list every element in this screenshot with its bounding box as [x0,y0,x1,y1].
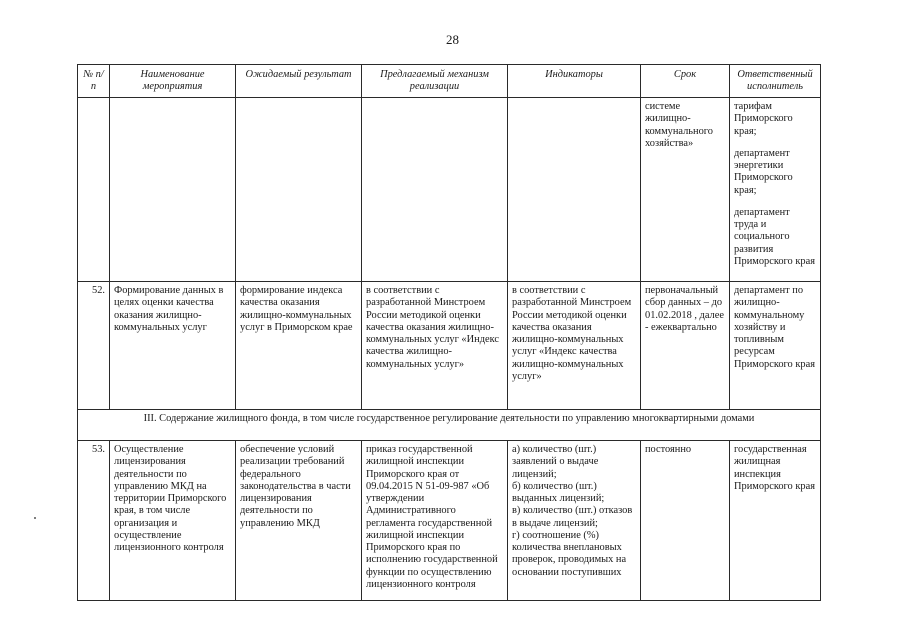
row-53-indicators-text: а) количество (шт.) заявлений о выдаче лицензий; б) количество (шт.) выданных лицензий; в) количество (шт.) отказов в выдаче лицензий; г) соотношение (%) количества внеплановых проверок, проводимых на основании поступивших [512,444,633,578]
row-53-indicators [508,441,641,601]
page-number: 28 [446,32,459,47]
row-53-result: обеспечение условий реализации требований федерального законодательства в части лицензирования деятельности по управлению МКД [236,441,362,601]
table-row-52 [78,282,821,410]
row-52-indicators: в соответствии с разработанной Минстроем России методикой оценки качества оказания жилищно-коммунальных услуг «Индекс качества жилищно-коммунальных услуг» [508,282,641,410]
cont-responsible-1: тарифам Приморского края; [734,101,793,137]
row-53-num: 53. [78,441,110,601]
row-53-mechanism: приказ государственной жилищной инспекции Приморского края от 09.04.2015 N 51-09-987 «Об утверждении Административного регламента государственной жилищной инспекции Приморского края по исполнению государственной функции по осуществлению лицензионного контроля [362,441,508,601]
scan-speck [34,517,36,519]
cont-indicators-cell [508,98,641,282]
measures-table [77,64,821,601]
header-responsible: Ответственный исполнитель [730,65,821,98]
header-name: Наименование мероприятия [110,65,236,98]
cont-mechanism-cell [362,98,508,282]
row-53-responsible: государственная жилищная инспекция Приморского края [730,441,821,601]
cont-responsible-3: департамент труда и социального развития Приморского края [734,206,815,267]
header-term: Срок [641,65,730,98]
row-53-name: Осуществление лицензирования деятельности по управлению МКД на территории Приморского края, в том числе организация и осуществление лицензионного контроля [110,441,236,601]
cont-term-cell [641,98,730,282]
section-3-title: III. Содержание жилищного фонда, в том числе государственное регулирование деятельности по управлению многоквартирными домами [78,410,821,441]
header-result: Ожидаемый результат [236,65,362,98]
row-52-num: 52. [78,282,110,410]
row-52-responsible: департамент по жилищно-коммунальному хозяйству и топливным ресурсам Приморского края [730,282,821,410]
header-indicators: Индикаторы [508,65,641,98]
cont-name-cell [110,98,236,282]
cont-responsible-cell [730,98,821,282]
table-row-53 [78,441,821,601]
cont-result-cell [236,98,362,282]
continuation-row [78,98,821,282]
header-mechanism: Предлагаемый механизм реализации [362,65,508,98]
row-52-result: формирование индекса качества оказания жилищно-коммунальных услуг в Приморском крае [236,282,362,410]
row-53-term: постоянно [641,441,730,601]
cont-responsible-2: департамент энергетики Приморского края; [734,147,793,196]
header-num: № п/п [78,65,110,98]
cont-num-cell [78,98,110,282]
row-52-mechanism: в соответствии с разработанной Минстроем России методикой оценки качества оказания жилищно-коммунальных услуг «Индекс качества жилищно-коммунальных услуг» [362,282,508,410]
section-3-row [78,410,821,441]
row-52-name: Формирование данных в целях оценки качества оказания жилищно-коммунальных услуг [110,282,236,410]
table-header-row [78,65,821,98]
row-52-term: первоначальный сбор данных – до 01.02.2018 , далее - ежеквартально [641,282,730,410]
cont-term-text: системе жилищно-коммунального хозяйства» [645,101,714,149]
